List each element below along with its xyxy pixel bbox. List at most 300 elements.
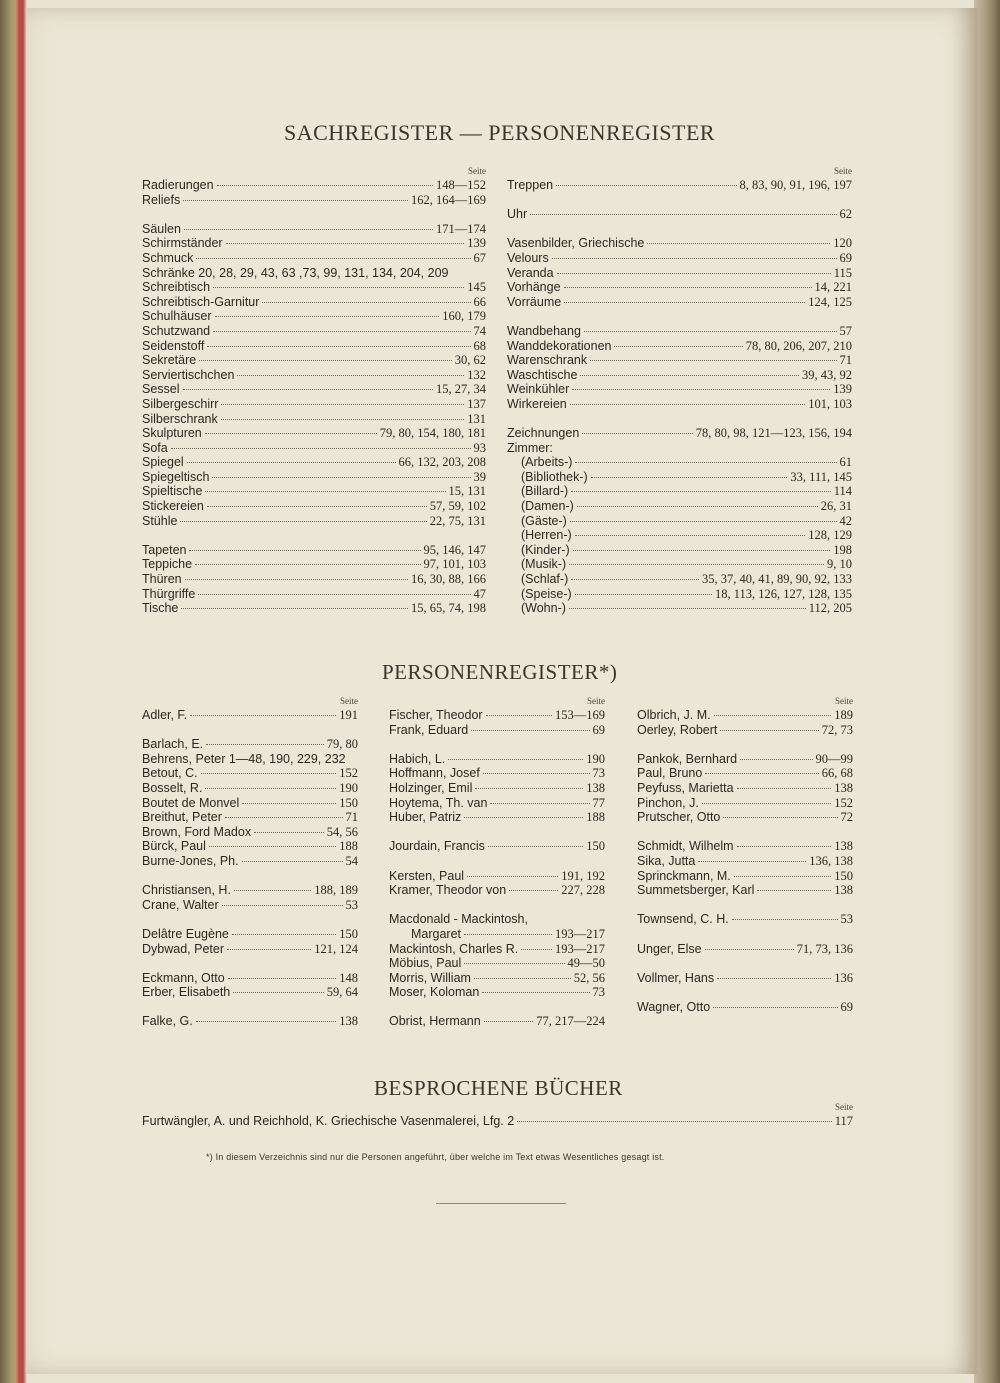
- entry-pages: 190: [586, 751, 605, 766]
- entry-name: Moser, Koloman: [389, 985, 480, 1000]
- entry-name: Holzinger, Emil: [389, 780, 473, 795]
- index-entry: [142, 441, 486, 456]
- buecher-column: [142, 1100, 853, 1129]
- entry-pages: 69: [840, 999, 853, 1014]
- entry-pages: 66: [473, 294, 486, 309]
- entry-name: Eckmann, Otto: [142, 970, 225, 985]
- index-entry: [142, 266, 486, 281]
- entry-name: Silberschrank: [142, 411, 218, 426]
- index-entry: [142, 737, 358, 752]
- index-entry: [637, 1000, 853, 1015]
- entry-name: Reliefs: [142, 192, 181, 207]
- leader-dots: [185, 578, 408, 580]
- index-entry: [507, 236, 852, 251]
- buecher-list: [142, 1114, 853, 1129]
- title-personenregister: PERSONENREGISTER*): [382, 660, 618, 684]
- entry-name: Tische: [142, 601, 179, 616]
- entry-pages: 54, 56: [326, 824, 358, 839]
- leader-dots: [705, 948, 794, 950]
- entry-pages: 53: [840, 912, 853, 927]
- entry-name: Vasenbilder, Griechische: [507, 236, 645, 251]
- index-entry: [507, 382, 852, 397]
- entry-name: Sika, Jutta: [637, 853, 696, 868]
- index-entry: [507, 295, 852, 310]
- entry-pages: 35, 37, 40, 41, 89, 90, 92, 133: [702, 572, 852, 587]
- entry-gap: [389, 854, 605, 869]
- index-entry: [507, 514, 852, 529]
- entry-pages: 95, 146, 147: [423, 542, 486, 557]
- leader-dots: [717, 977, 831, 979]
- leader-dots: [187, 461, 396, 463]
- entry-name: Behrens, Peter 1—48, 190, 229, 232: [142, 751, 346, 766]
- entry-pages: 120: [833, 236, 852, 251]
- entry-name: Teppiche: [142, 557, 193, 572]
- leader-dots: [582, 432, 692, 434]
- entry-pages: 137: [467, 396, 486, 411]
- index-entry: [389, 1014, 605, 1029]
- index-entry: [389, 752, 605, 767]
- index-entry: [389, 796, 605, 811]
- entry-name: Dybwad, Peter: [142, 941, 224, 956]
- index-entry: [637, 781, 853, 796]
- entry-name: (Damen-): [521, 499, 574, 514]
- entry-pages: 153—169: [555, 708, 605, 722]
- entry-name: Obrist, Hermann: [389, 1014, 481, 1029]
- index-entry: [142, 280, 486, 295]
- entry-name: Sessel: [142, 382, 180, 397]
- title-besprochene-buecher: BESPROCHENE BÜCHER: [374, 1076, 623, 1100]
- footnote: *) In diesem Verzeichnis sind nur die Personen angeführt, über welche im Text etwas Wesentliches gesagt ist.: [206, 1152, 665, 1162]
- entry-pages: 69: [592, 722, 605, 737]
- leader-dots: [262, 301, 470, 303]
- leader-dots: [734, 875, 831, 877]
- leader-dots: [233, 991, 324, 993]
- entry-name: Schreibtisch-Garnitur: [142, 294, 260, 309]
- leader-dots: [720, 729, 818, 731]
- leader-dots: [737, 845, 832, 847]
- sach-list-right: [507, 178, 852, 616]
- entry-name: Serviertischchen: [142, 367, 235, 382]
- index-entry: [142, 942, 358, 957]
- entry-pages: 73: [592, 985, 605, 1000]
- leader-dots: [590, 359, 836, 361]
- leader-dots: [723, 816, 837, 818]
- index-entry: [142, 839, 358, 854]
- entry-pages: 74: [473, 323, 486, 338]
- entry-pages: 61: [839, 455, 852, 470]
- entry-name: Schirmständer: [142, 236, 223, 251]
- entry-pages: 66, 68: [821, 766, 853, 781]
- index-entry: [507, 324, 852, 339]
- entry-name: Schmuck: [142, 250, 194, 265]
- entry-pages: 53: [345, 897, 358, 912]
- index-entry: [142, 353, 486, 368]
- entry-gap: [142, 912, 358, 927]
- entry-name: Uhr: [507, 207, 528, 222]
- entry-pages: 67: [473, 250, 486, 265]
- entry-name: Sofa: [142, 440, 168, 455]
- entry-name: Skulpturen: [142, 426, 202, 441]
- entry-pages: 72, 73: [821, 722, 853, 737]
- index-entry: [142, 971, 358, 986]
- entry-name: Wandbehang: [507, 323, 581, 338]
- entry-name: Huber, Patriz: [389, 810, 462, 825]
- index-entry: [389, 810, 605, 825]
- index-entry: [389, 766, 605, 781]
- leader-dots: [237, 374, 464, 376]
- entry-pages: 101, 103: [808, 396, 852, 411]
- pers-column-3: [637, 694, 853, 1014]
- leader-dots: [232, 933, 336, 935]
- leader-dots: [564, 286, 812, 288]
- index-entry: [142, 426, 486, 441]
- index-entry: [142, 368, 486, 383]
- entry-name: Bürck, Paul: [142, 839, 206, 854]
- entry-pages: 42: [839, 513, 852, 528]
- index-entry: [142, 339, 486, 354]
- leader-dots: [225, 816, 343, 818]
- index-entry: [389, 985, 605, 1000]
- entry-pages: 71: [839, 353, 852, 368]
- entry-pages: 18, 113, 126, 127, 128, 135: [714, 586, 852, 601]
- entry-gap: [142, 1000, 358, 1015]
- leader-dots: [530, 213, 836, 215]
- entry-pages: 148—152: [436, 178, 486, 192]
- index-entry: [142, 412, 486, 427]
- leader-dots: [575, 593, 712, 595]
- entry-pages: 73: [592, 766, 605, 781]
- leader-dots: [226, 242, 465, 244]
- seite-label: Seite: [587, 696, 605, 706]
- leader-dots: [227, 948, 311, 950]
- entry-pages: 138: [834, 883, 853, 898]
- entry-gap: [389, 1000, 605, 1015]
- entry-name: (Wohn-): [521, 601, 566, 616]
- index-entry: [507, 339, 852, 354]
- index-entry: [507, 601, 852, 616]
- entry-pages: 138: [586, 780, 605, 795]
- leader-dots: [486, 714, 552, 716]
- entry-name: Radierungen: [142, 178, 214, 192]
- entry-name: Treppen: [507, 178, 554, 192]
- entry-pages: 22, 75, 131: [429, 513, 486, 528]
- entry-name: Erber, Elisabeth: [142, 985, 231, 1000]
- closing-rule: [436, 1203, 566, 1204]
- entry-name: Schreibtisch: [142, 280, 211, 295]
- index-entry: [142, 514, 486, 529]
- entry-name: Veranda: [507, 265, 554, 280]
- entry-name: Schmidt, Wilhelm: [637, 839, 734, 854]
- entry-pages: 39, 43, 92: [802, 367, 852, 382]
- entry-name: Vollmer, Hans: [637, 970, 715, 985]
- entry-name: Townsend, C. H.: [637, 912, 729, 927]
- entry-pages: 97, 101, 103: [423, 557, 486, 572]
- leader-dots: [475, 787, 583, 789]
- leader-dots: [483, 772, 590, 774]
- entry-pages: 139: [467, 236, 486, 251]
- leader-dots: [570, 520, 837, 522]
- entry-name: Spiegeltisch: [142, 469, 210, 484]
- leader-dots: [569, 563, 824, 565]
- leader-dots: [205, 432, 377, 434]
- entry-name: Sekretäre: [142, 353, 197, 368]
- index-entry: [142, 883, 358, 898]
- entry-name: Breithut, Peter: [142, 810, 222, 825]
- entry-pages: 150: [339, 926, 358, 941]
- entry-pages: 77, 217—224: [536, 1014, 605, 1029]
- title-sachregister: SACHREGISTER — PERSONENREGISTER: [284, 120, 716, 145]
- index-entry: [637, 796, 853, 811]
- entry-name: Summetsberger, Karl: [637, 883, 755, 898]
- index-entry: [507, 426, 852, 441]
- index-entry: [389, 839, 605, 854]
- entry-pages: 117: [834, 1114, 853, 1128]
- entry-pages: 128, 129: [808, 528, 852, 543]
- index-entry: [507, 455, 852, 470]
- entry-gap: [142, 723, 358, 738]
- entry-pages: 121, 124: [314, 941, 358, 956]
- index-entry: [389, 956, 605, 971]
- index-entry: [142, 825, 358, 840]
- index-entry: [142, 309, 486, 324]
- entry-pages: 191: [339, 708, 358, 722]
- leader-dots: [206, 743, 324, 745]
- entry-name: (Bibliothek-): [521, 469, 588, 484]
- index-entry: [142, 397, 486, 412]
- leader-dots: [181, 607, 408, 609]
- leader-dots: [184, 228, 433, 230]
- index-entry: [637, 723, 853, 738]
- leader-dots: [213, 286, 464, 288]
- entry-pages: 148: [339, 970, 358, 985]
- index-entry: [637, 810, 853, 825]
- index-entry: [389, 912, 605, 927]
- leader-dots: [183, 199, 408, 201]
- leader-dots: [207, 505, 427, 507]
- entry-pages: 188, 189: [314, 883, 358, 898]
- entry-pages: 114: [833, 484, 852, 499]
- entry-name: Waschtische: [507, 367, 578, 382]
- index-entry: [637, 708, 853, 723]
- entry-name: Wirkereien: [507, 396, 567, 411]
- entry-name: Burne-Jones, Ph.: [142, 853, 239, 868]
- index-entry: [142, 752, 358, 767]
- entry-name: Tapeten: [142, 542, 187, 557]
- index-entry: [142, 484, 486, 499]
- entry-gap: [637, 927, 853, 942]
- entry-pages: 152: [339, 766, 358, 781]
- entry-pages: 8, 83, 90, 91, 196, 197: [739, 178, 852, 192]
- entry-pages: 198: [833, 542, 852, 557]
- entry-name: Sprinckmann, M.: [637, 868, 731, 883]
- entry-gap: [389, 825, 605, 840]
- pers-list-3: [637, 708, 853, 1014]
- leader-dots: [198, 593, 470, 595]
- entry-name: Stühle: [142, 513, 178, 528]
- index-entry: [142, 499, 486, 514]
- entry-name: Zeichnungen: [507, 426, 580, 441]
- index-entry: [142, 222, 486, 237]
- entry-pages: 132: [467, 367, 486, 382]
- index-entry: [142, 708, 358, 723]
- entry-name: Schränke 20, 28, 29, 43, 63 ,73, 99, 131, 134, 204, 209: [142, 265, 449, 280]
- index-entry: [142, 236, 486, 251]
- leader-dots: [705, 772, 818, 774]
- leader-dots: [737, 787, 832, 789]
- entry-name: Margaret: [411, 926, 462, 941]
- index-entry: [507, 587, 852, 602]
- leader-dots: [570, 403, 806, 405]
- entry-gap: [142, 869, 358, 884]
- entry-name: Stickereien: [142, 499, 204, 514]
- leader-dots: [577, 505, 818, 507]
- leader-dots: [207, 345, 470, 347]
- pers-list-2: [389, 708, 605, 1029]
- index-entry: [389, 723, 605, 738]
- entry-pages: 131: [467, 411, 486, 426]
- entry-gap: [142, 956, 358, 971]
- entry-gap: [637, 898, 853, 913]
- entry-pages: 26, 31: [820, 499, 852, 514]
- entry-pages: 49—50: [567, 956, 605, 971]
- index-entry: [142, 796, 358, 811]
- leader-dots: [575, 534, 806, 536]
- entry-gap: [637, 825, 853, 840]
- entry-name: Kramer, Theodor von: [389, 883, 507, 898]
- leader-dots: [196, 1020, 337, 1022]
- entry-name: Thüren: [142, 572, 182, 587]
- leader-dots: [242, 802, 336, 804]
- entry-name: Weinkühler: [507, 382, 570, 397]
- entry-pages: 71: [345, 810, 358, 825]
- entry-name: Spieltische: [142, 484, 203, 499]
- entry-pages: 160, 179: [442, 309, 486, 324]
- entry-name: Betout, C.: [142, 766, 198, 781]
- leader-dots: [740, 758, 812, 760]
- index-entry: [507, 266, 852, 281]
- leader-dots: [196, 257, 470, 259]
- entry-name: Säulen: [142, 221, 181, 236]
- index-entry: [389, 883, 605, 898]
- entry-pages: 139: [833, 382, 852, 397]
- entry-pages: 57, 59, 102: [429, 499, 486, 514]
- index-entry: [389, 927, 605, 942]
- leader-dots: [467, 875, 558, 877]
- entry-pages: 152: [834, 795, 853, 810]
- entry-pages: 14, 221: [814, 280, 852, 295]
- entry-pages: 52, 56: [573, 970, 605, 985]
- leader-dots: [464, 816, 583, 818]
- leader-dots: [575, 461, 836, 463]
- entry-pages: 16, 30, 88, 166: [411, 572, 486, 587]
- entry-pages: 190: [339, 780, 358, 795]
- entry-name: Hoffmann, Josef: [389, 766, 480, 781]
- seite-label: Seite: [834, 166, 852, 176]
- entry-pages: 39: [473, 469, 486, 484]
- leader-dots: [647, 242, 830, 244]
- entry-pages: 15, 65, 74, 198: [411, 601, 486, 616]
- index-entry: [637, 971, 853, 986]
- index-entry: [507, 207, 852, 222]
- index-entry: [389, 708, 605, 723]
- index-entry: [389, 869, 605, 884]
- entry-name: Christiansen, H.: [142, 883, 231, 898]
- leader-dots: [183, 388, 433, 390]
- entry-pages: 150: [586, 839, 605, 854]
- entry-name: Vorhänge: [507, 280, 561, 295]
- entry-name: Barlach, E.: [142, 737, 204, 752]
- entry-name: Crane, Walter: [142, 897, 219, 912]
- entry-gap: [389, 737, 605, 752]
- leader-dots: [464, 962, 564, 964]
- entry-pages: 136: [834, 970, 853, 985]
- sach-column-left: [142, 164, 486, 616]
- leader-dots: [702, 802, 831, 804]
- entry-pages: 59, 64: [326, 985, 358, 1000]
- leader-dots: [199, 359, 452, 361]
- entry-name: Pinchon, J.: [637, 795, 699, 810]
- index-entry: [507, 543, 852, 558]
- index-entry: [142, 985, 358, 1000]
- index-page: [26, 8, 978, 1374]
- leader-dots: [448, 758, 583, 760]
- sach-list-left: [142, 178, 486, 616]
- entry-gap: [142, 528, 486, 543]
- index-entry: [142, 382, 486, 397]
- index-entry: [507, 353, 852, 368]
- leader-dots: [569, 607, 806, 609]
- entry-name: Jourdain, Francis: [389, 839, 485, 854]
- entry-pages: 162, 164—169: [411, 192, 486, 207]
- leader-dots: [714, 714, 832, 716]
- index-entry: [389, 781, 605, 796]
- entry-name: Paul, Bruno: [637, 766, 703, 781]
- leader-dots: [213, 330, 470, 332]
- pers-list-1: [142, 708, 358, 1029]
- leader-dots: [171, 447, 471, 449]
- entry-name: Warenschrank: [507, 353, 588, 368]
- leader-dots: [732, 918, 838, 920]
- leader-dots: [228, 977, 337, 979]
- entry-gap: [389, 898, 605, 913]
- entry-pages: 47: [473, 586, 486, 601]
- entry-name: Bosselt, R.: [142, 780, 203, 795]
- leader-dots: [474, 977, 571, 979]
- entry-gap: [507, 309, 852, 324]
- index-entry: [142, 810, 358, 825]
- entry-pages: 90—99: [815, 751, 853, 766]
- entry-name: Wagner, Otto: [637, 999, 711, 1014]
- entry-pages: 138: [339, 1014, 358, 1029]
- entry-pages: 188: [339, 839, 358, 854]
- leader-dots: [488, 845, 583, 847]
- leader-dots: [521, 948, 552, 950]
- entry-name: Kersten, Paul: [389, 868, 465, 883]
- index-entry: [507, 470, 852, 485]
- entry-name: Spiegel: [142, 455, 184, 470]
- leader-dots: [222, 904, 343, 906]
- leader-dots: [482, 991, 589, 993]
- leader-dots: [509, 889, 558, 891]
- leader-dots: [584, 330, 837, 332]
- pers-column-2: [389, 694, 605, 1029]
- leader-dots: [180, 520, 426, 522]
- seite-label: Seite: [468, 166, 486, 176]
- entry-pages: 33, 111, 145: [790, 469, 852, 484]
- index-entry: [507, 368, 852, 383]
- leader-dots: [580, 374, 799, 376]
- leader-dots: [195, 563, 420, 565]
